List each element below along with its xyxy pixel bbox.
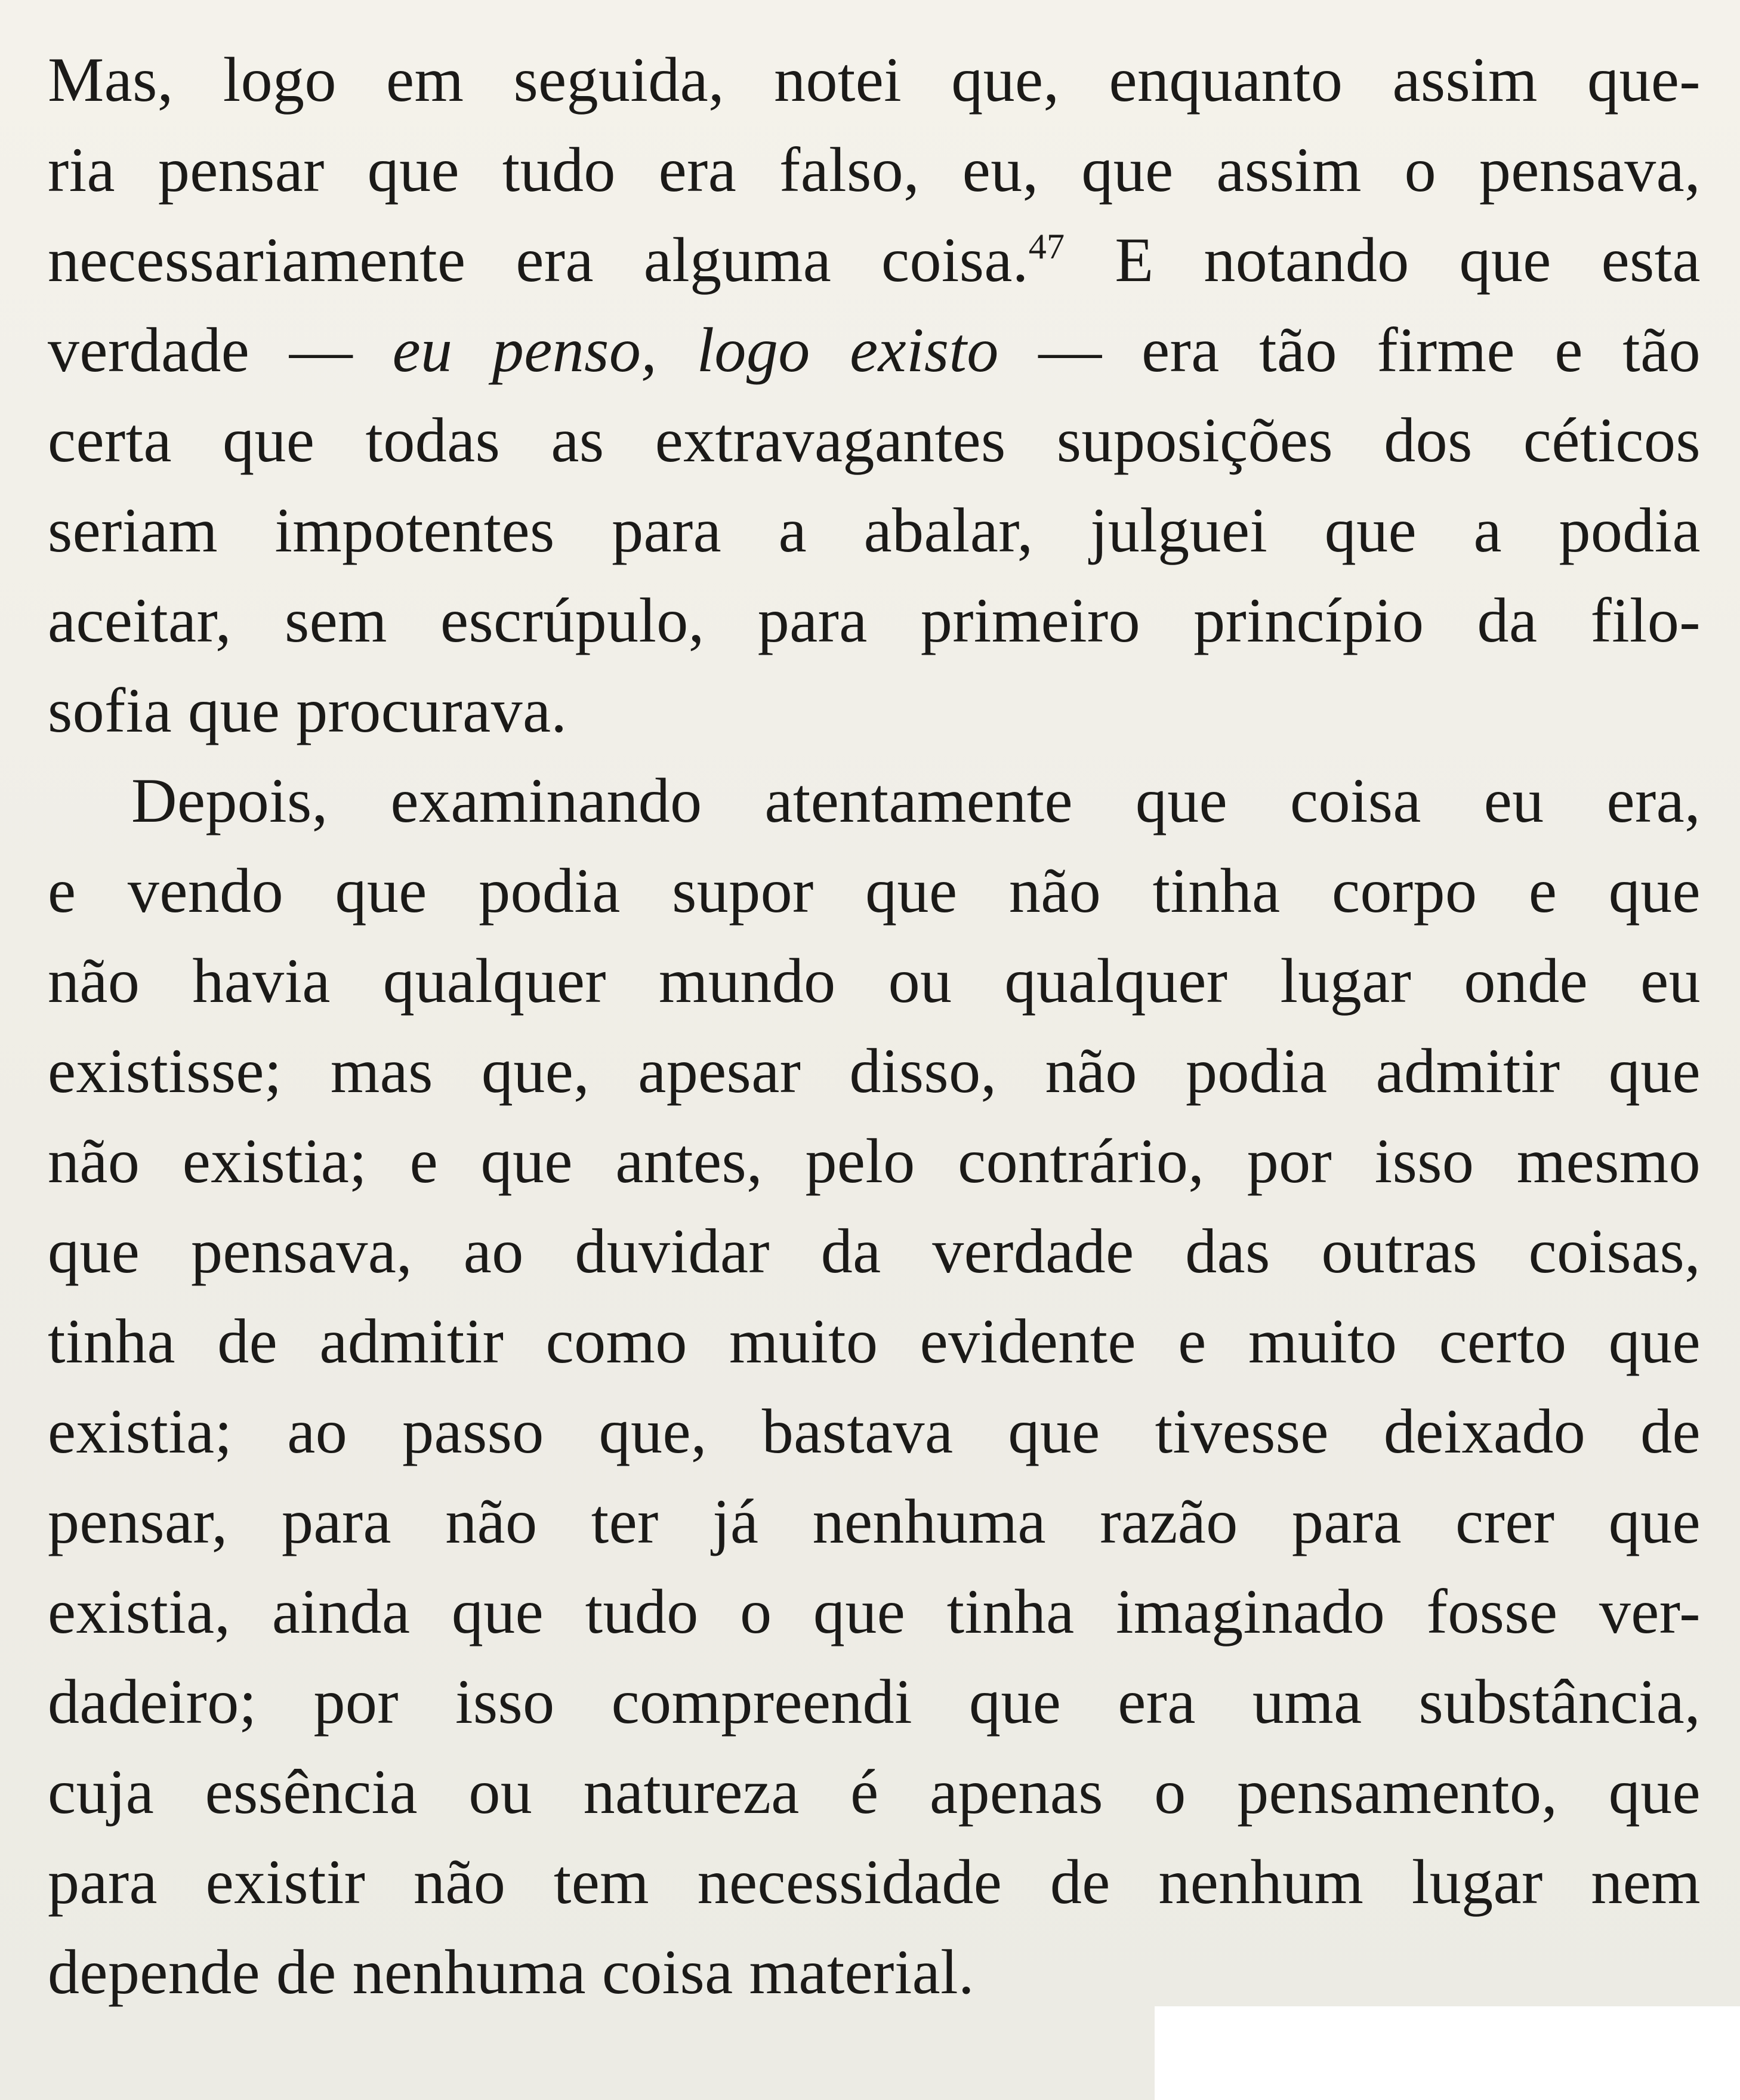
- italic-phrase: eu penso, logo existo: [392, 315, 999, 385]
- text-line: seriam impotentes para a abalar, julguei que a podia: [48, 495, 1701, 565]
- text-line: e vendo que podia supor que não tinha corpo e que: [48, 856, 1701, 926]
- text-line: existia, ainda que tudo o que tinha imaginado fosse ver-: [48, 1577, 1701, 1646]
- text-line: não havia qualquer mundo ou qualquer lugar onde eu: [48, 946, 1701, 1016]
- text-line: aceitar, sem escrúpulo, para primeiro princípio da filo-: [48, 585, 1701, 655]
- paragraph-2: [48, 755, 1701, 2017]
- scan-corner: [1155, 2006, 1740, 2100]
- text-line: certa que todas as extravagantes suposições dos céticos: [48, 405, 1701, 475]
- text-line: [48, 305, 1701, 395]
- body-text: [48, 35, 1701, 2017]
- text-line: Depois, examinando atentamente que coisa eu era,: [131, 766, 1701, 835]
- text-line: não existia; e que antes, pelo contrário, por isso mesmo: [48, 1126, 1701, 1196]
- text-segment: — era tão firme e tão: [998, 315, 1701, 385]
- text-line: que pensava, ao duvidar da verdade das outras coisas,: [48, 1216, 1701, 1286]
- text-line: existisse; mas que, apesar disso, não podia admitir que: [48, 1036, 1701, 1106]
- text-line: ria pensar que tudo era falso, eu, que assim o pensava,: [48, 135, 1701, 205]
- text-line: para existir não tem necessidade de nenhum lugar nem: [48, 1847, 1701, 1917]
- text-line: depende de nenhuma coisa material.: [48, 1937, 974, 2007]
- text-line: sofia que procurava.: [48, 676, 567, 745]
- text-segment: necessariamente era alguma coisa.: [48, 225, 1029, 295]
- text-line: Mas, logo em seguida, notei que, enquanto assim que-: [48, 45, 1701, 115]
- text-segment: verdade —: [48, 315, 393, 385]
- text-line: existia; ao passo que, bastava que tivesse deixado de: [48, 1396, 1701, 1466]
- text-line: cuja essência ou natureza é apenas o pensamento, que: [48, 1757, 1701, 1827]
- text-segment: E notando que esta: [1065, 225, 1701, 295]
- paragraph-1: [48, 35, 1701, 755]
- footnote-marker[interactable]: 47: [1028, 227, 1065, 266]
- text-line: tinha de admitir como muito evidente e muito certo que: [48, 1306, 1701, 1376]
- text-line: pensar, para não ter já nenhuma razão para crer que: [48, 1487, 1701, 1556]
- text-line: [48, 215, 1701, 305]
- text-line: dadeiro; por isso compreendi que era uma substância,: [48, 1667, 1701, 1737]
